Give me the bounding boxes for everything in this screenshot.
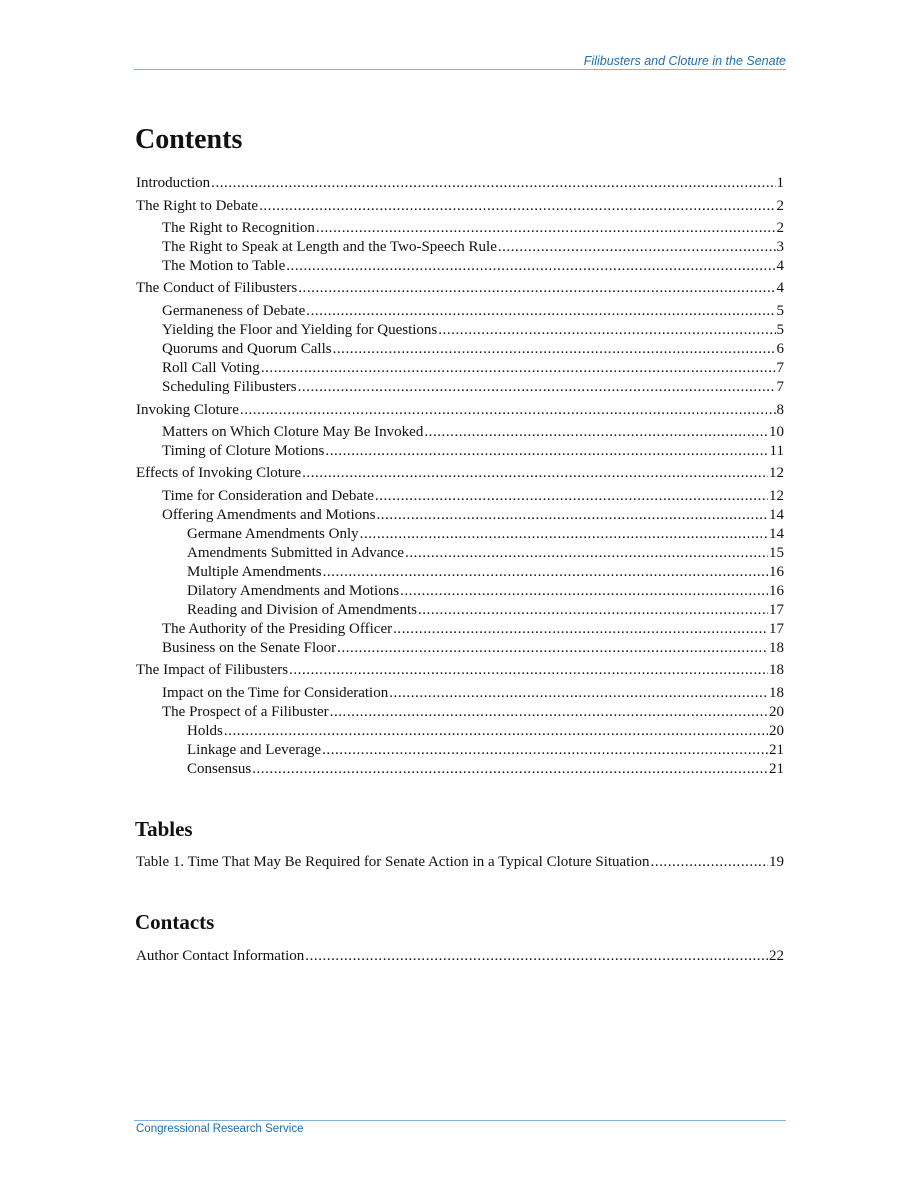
toc-entry-right-to-debate[interactable] bbox=[136, 197, 784, 216]
toc-entry-label: The Motion to Table bbox=[162, 258, 286, 274]
toc-leader-dots bbox=[224, 722, 768, 741]
toc-entry-label: Yielding the Floor and Yielding for Questions bbox=[162, 322, 438, 338]
toc-entry-impact-on-time[interactable] bbox=[162, 684, 784, 703]
toc-leader-dots bbox=[360, 525, 768, 544]
toc-entry-page: 21 bbox=[769, 761, 784, 777]
footer-rule bbox=[134, 1120, 786, 1121]
toc-entry-page: 21 bbox=[769, 742, 784, 758]
toc-entry-page: 12 bbox=[769, 465, 784, 481]
toc-entry-timing-cloture-motions[interactable] bbox=[162, 442, 784, 461]
toc-leader-dots bbox=[330, 703, 768, 722]
toc-entry-page: 1 bbox=[776, 175, 784, 191]
toc-entry-page: 17 bbox=[769, 621, 784, 637]
toc-leader-dots bbox=[322, 741, 768, 760]
toc-leader-dots bbox=[305, 947, 768, 966]
toc-leader-dots bbox=[289, 661, 768, 680]
toc-entry-introduction[interactable] bbox=[136, 174, 784, 193]
toc-leader-dots bbox=[240, 401, 776, 420]
toc-leader-dots bbox=[211, 174, 775, 193]
toc-entry-label: Timing of Cloture Motions bbox=[162, 443, 325, 459]
toc-leader-dots bbox=[316, 219, 776, 238]
toc-entry-label: Holds bbox=[187, 723, 223, 739]
toc-entry-page: 15 bbox=[769, 545, 784, 561]
toc-entry-page: 12 bbox=[769, 488, 784, 504]
toc-entry-label: The Prospect of a Filibuster bbox=[162, 704, 329, 720]
toc-entry-offering-amendments[interactable] bbox=[162, 506, 784, 525]
toc-entry-germaneness-of-debate[interactable] bbox=[162, 302, 784, 321]
toc-entry-time-for-consideration[interactable] bbox=[162, 487, 784, 506]
toc-leader-dots bbox=[323, 563, 768, 582]
toc-entry-page: 20 bbox=[769, 704, 784, 720]
toc-entry-label: Quorums and Quorum Calls bbox=[162, 341, 332, 357]
contacts-heading: Contacts bbox=[135, 910, 215, 934]
toc-entry-motion-to-table[interactable] bbox=[162, 257, 784, 276]
contents-heading: Contents bbox=[135, 124, 243, 155]
toc-entry-label: Impact on the Time for Consideration bbox=[162, 685, 389, 701]
toc-entry-table-1[interactable] bbox=[136, 853, 784, 872]
toc-entry-label: Roll Call Voting bbox=[162, 360, 260, 376]
toc-leader-dots bbox=[298, 279, 775, 298]
toc-entry-presiding-officer[interactable] bbox=[162, 620, 784, 639]
toc-entry-right-to-recognition[interactable] bbox=[162, 219, 784, 238]
toc-entry-label: Introduction bbox=[136, 175, 211, 191]
toc-entry-invoking-cloture[interactable] bbox=[136, 401, 784, 420]
toc-leader-dots bbox=[333, 340, 776, 359]
toc-leader-dots bbox=[389, 684, 768, 703]
toc-leader-dots bbox=[376, 506, 768, 525]
toc-entry-prospect-of-filibuster[interactable] bbox=[162, 703, 784, 722]
toc-leader-dots bbox=[252, 760, 768, 779]
toc-leader-dots bbox=[337, 639, 768, 658]
toc-entry-author-contact[interactable] bbox=[136, 947, 784, 966]
toc-entry-label: The Right to Recognition bbox=[162, 220, 315, 236]
footer-organization: Congressional Research Service bbox=[136, 1123, 304, 1135]
toc-entry-page: 17 bbox=[769, 602, 784, 618]
toc-entry-page: 16 bbox=[769, 564, 784, 580]
toc-leader-dots bbox=[298, 378, 776, 397]
toc-entry-label: Effects of Invoking Cloture bbox=[136, 465, 302, 481]
toc-entry-label: Amendments Submitted in Advance bbox=[187, 545, 405, 561]
toc-leader-dots bbox=[261, 359, 776, 378]
toc-entry-amendments-in-advance[interactable] bbox=[187, 544, 784, 563]
toc-entry-label: Scheduling Filibusters bbox=[162, 379, 297, 395]
toc-entry-label: Table 1. Time That May Be Required for Senate Action in a Typical Cloture Situation bbox=[136, 854, 650, 870]
toc-entry-germane-amendments[interactable] bbox=[187, 525, 784, 544]
toc-entry-scheduling-filibusters[interactable] bbox=[162, 378, 784, 397]
toc-entry-label: Germane Amendments Only bbox=[187, 526, 359, 542]
toc-entry-multiple-amendments[interactable] bbox=[187, 563, 784, 582]
toc-leader-dots bbox=[302, 464, 768, 483]
toc-entry-label: Business on the Senate Floor bbox=[162, 640, 337, 656]
toc-entry-page: 18 bbox=[769, 640, 784, 656]
toc-entry-label: The Conduct of Filibusters bbox=[136, 280, 298, 296]
toc-entry-label: The Authority of the Presiding Officer bbox=[162, 621, 393, 637]
toc-entry-page: 22 bbox=[769, 948, 784, 964]
toc-entry-page: 19 bbox=[769, 854, 784, 870]
toc-entry-page: 11 bbox=[769, 443, 784, 459]
toc-entry-label: The Impact of Filibusters bbox=[136, 662, 289, 678]
toc-entry-label: Offering Amendments and Motions bbox=[162, 507, 376, 523]
toc-entry-label: The Right to Speak at Length and the Two-Speech Rule bbox=[162, 239, 497, 255]
toc-entry-page: 14 bbox=[769, 526, 784, 542]
toc-entry-roll-call-voting[interactable] bbox=[162, 359, 784, 378]
toc-entry-yielding-the-floor[interactable] bbox=[162, 321, 784, 340]
toc-entry-page: 14 bbox=[769, 507, 784, 523]
toc-entry-consensus[interactable] bbox=[187, 760, 784, 779]
toc-entry-page: 3 bbox=[776, 239, 784, 255]
toc-entry-page: 7 bbox=[776, 360, 784, 376]
toc-entry-label: Linkage and Leverage bbox=[187, 742, 322, 758]
toc-leader-dots bbox=[438, 321, 775, 340]
toc-leader-dots bbox=[405, 544, 768, 563]
toc-entry-conduct-of-filibusters[interactable] bbox=[136, 279, 784, 298]
toc-entry-page: 8 bbox=[776, 402, 784, 418]
toc-entry-reading-and-division[interactable] bbox=[187, 601, 784, 620]
toc-leader-dots bbox=[498, 238, 776, 257]
toc-entry-label: Time for Consideration and Debate bbox=[162, 488, 374, 504]
toc-entry-linkage-and-leverage[interactable] bbox=[187, 741, 784, 760]
toc-entry-quorums[interactable] bbox=[162, 340, 784, 359]
toc-leader-dots bbox=[418, 601, 768, 620]
toc-entry-business-on-floor[interactable] bbox=[162, 639, 784, 658]
toc-entry-page: 18 bbox=[769, 685, 784, 701]
toc-entry-right-to-speak[interactable] bbox=[162, 238, 784, 257]
toc-entry-holds[interactable] bbox=[187, 722, 784, 741]
toc-entry-effects-of-cloture[interactable] bbox=[136, 464, 784, 483]
toc-leader-dots bbox=[325, 442, 768, 461]
toc-leader-dots bbox=[286, 257, 775, 276]
toc-entry-label: Dilatory Amendments and Motions bbox=[187, 583, 400, 599]
toc-leader-dots bbox=[259, 197, 775, 216]
toc-leader-dots bbox=[375, 487, 768, 506]
toc-entry-label: Author Contact Information bbox=[136, 948, 305, 964]
tables-heading: Tables bbox=[135, 817, 193, 841]
toc-entry-matters-cloture[interactable] bbox=[162, 423, 784, 442]
toc-leader-dots bbox=[393, 620, 768, 639]
toc-entry-page: 6 bbox=[776, 341, 784, 357]
header-rule bbox=[134, 69, 786, 70]
toc-entry-page: 7 bbox=[776, 379, 784, 395]
toc-entry-page: 18 bbox=[769, 662, 784, 678]
toc-entry-dilatory-amendments[interactable] bbox=[187, 582, 784, 601]
toc-leader-dots bbox=[651, 853, 768, 872]
toc-leader-dots bbox=[306, 302, 775, 321]
toc-leader-dots bbox=[400, 582, 768, 601]
running-header-title: Filibusters and Cloture in the Senate bbox=[583, 54, 786, 68]
toc-entry-page: 2 bbox=[776, 198, 784, 214]
toc-entry-label: Reading and Division of Amendments bbox=[187, 602, 417, 618]
toc-entry-page: 5 bbox=[776, 322, 784, 338]
toc-entry-impact-of-filibusters[interactable] bbox=[136, 661, 784, 680]
toc-entry-page: 5 bbox=[776, 303, 784, 319]
toc-entry-page: 10 bbox=[769, 424, 784, 440]
toc-entry-label: The Right to Debate bbox=[136, 198, 259, 214]
toc-entry-page: 2 bbox=[776, 220, 784, 236]
toc-entry-page: 20 bbox=[769, 723, 784, 739]
toc-entry-label: Matters on Which Cloture May Be Invoked bbox=[162, 424, 424, 440]
toc-entry-page: 16 bbox=[769, 583, 784, 599]
toc-entry-page: 4 bbox=[776, 258, 784, 274]
toc-entry-label: Multiple Amendments bbox=[187, 564, 322, 580]
toc-entry-label: Germaneness of Debate bbox=[162, 303, 306, 319]
toc-leader-dots bbox=[424, 423, 768, 442]
toc-entry-label: Consensus bbox=[187, 761, 252, 777]
toc-entry-label: Invoking Cloture bbox=[136, 402, 239, 418]
toc-entry-page: 4 bbox=[776, 280, 784, 296]
